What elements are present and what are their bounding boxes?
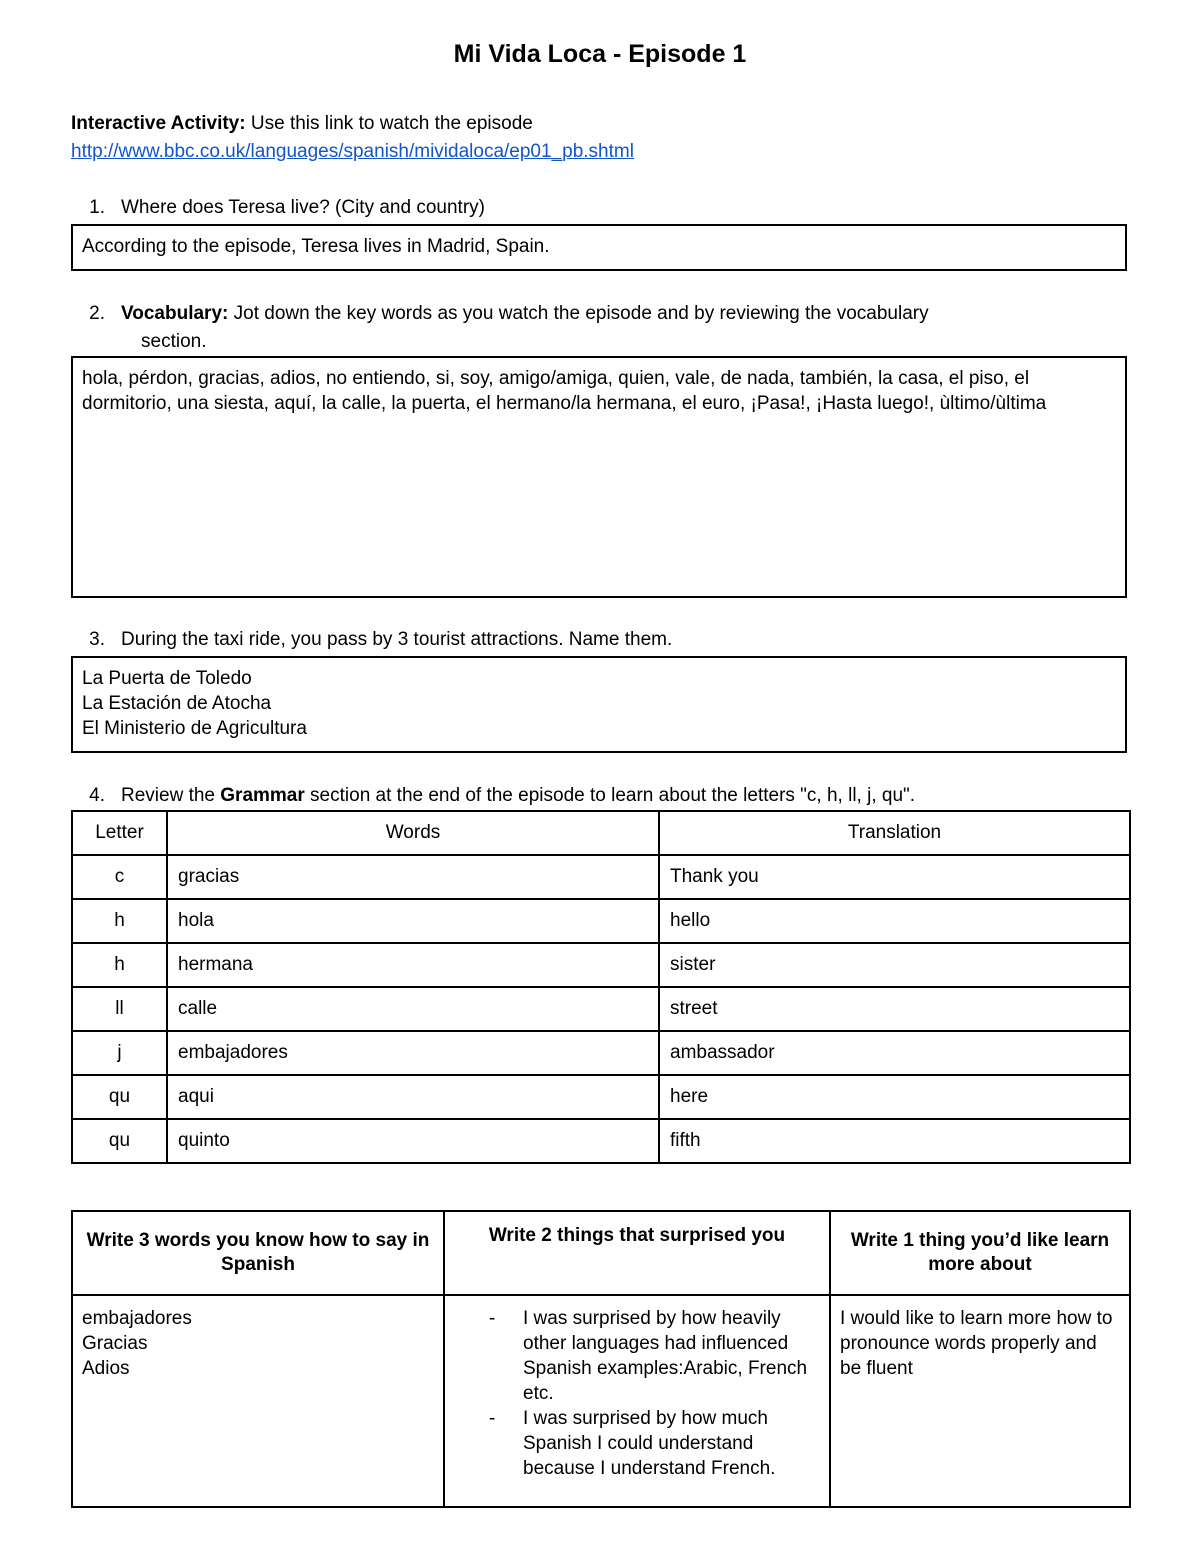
table-row xyxy=(72,1031,1130,1075)
header-translation: Translation xyxy=(659,811,1130,855)
question-1 xyxy=(71,194,1131,222)
table-row xyxy=(72,1119,1130,1163)
answer-text: According to the episode, Teresa lives in Madrid, Spain. xyxy=(82,236,550,257)
answer-box-3[interactable] xyxy=(71,656,1127,753)
table-row xyxy=(72,1075,1130,1119)
cell-translation[interactable]: Thank you xyxy=(659,855,1130,899)
grammar-table xyxy=(71,810,1131,1164)
question-text: Where does Teresa live? (City and country) xyxy=(121,197,485,218)
question-text: Jot down the key words as you watch the episode and by reviewing the vocabulary xyxy=(228,303,929,324)
cell-translation[interactable]: hello xyxy=(659,899,1130,943)
cell-word[interactable]: hermana xyxy=(167,943,659,987)
intro xyxy=(71,110,634,166)
question-number: 4. xyxy=(89,785,105,806)
question-number: 2. xyxy=(89,303,105,324)
reflection-answer-row xyxy=(72,1295,1130,1507)
reflection-header-row xyxy=(72,1211,1130,1295)
table-row xyxy=(72,899,1130,943)
vocabulary-label: Vocabulary: xyxy=(121,303,229,324)
learn-more-text: I would like to learn more how to pronounce words properly and be fluent xyxy=(840,1308,1113,1379)
cell-letter[interactable]: h xyxy=(72,899,167,943)
cell-letter[interactable]: c xyxy=(72,855,167,899)
cell-translation[interactable]: ambassador xyxy=(659,1031,1130,1075)
surprises-cell[interactable] xyxy=(444,1295,830,1507)
answer-box-1[interactable] xyxy=(71,224,1127,271)
cell-translation[interactable]: here xyxy=(659,1075,1130,1119)
cell-word[interactable]: quinto xyxy=(167,1119,659,1163)
cell-letter[interactable]: h xyxy=(72,943,167,987)
question-text-post: section at the end of the episode to learn about the letters "c, h, ll, j, qu". xyxy=(304,785,916,806)
cell-letter[interactable]: qu xyxy=(72,1119,167,1163)
cell-word[interactable]: gracias xyxy=(167,855,659,899)
question-3 xyxy=(71,626,1131,654)
grammar-label: Grammar xyxy=(220,785,305,806)
intro-label: Interactive Activity: xyxy=(71,113,246,134)
cell-letter[interactable]: qu xyxy=(72,1075,167,1119)
intro-text: Use this link to watch the episode xyxy=(245,113,533,134)
table-row xyxy=(72,987,1130,1031)
cell-word[interactable]: calle xyxy=(167,987,659,1031)
header-two-surprises: Write 2 things that surprised you xyxy=(444,1211,830,1295)
surprise-item: - I was surprised by how heavily other languages had influenced Spanish examples:Arabic, French etc. xyxy=(445,1306,819,1406)
page-title: Mi Vida Loca - Episode 1 xyxy=(453,40,747,68)
question-text-pre: Review the xyxy=(121,785,221,806)
cell-letter[interactable]: ll xyxy=(72,987,167,1031)
question-4 xyxy=(71,782,1131,810)
surprise-item: - I was surprised by how much Spanish I could understand because I understand French. xyxy=(445,1406,819,1481)
table-header-row xyxy=(72,811,1130,855)
table-row xyxy=(72,855,1130,899)
learn-more-cell[interactable] xyxy=(830,1295,1130,1507)
question-text-cont: section. xyxy=(141,331,207,352)
cell-translation[interactable]: sister xyxy=(659,943,1130,987)
header-letter: Letter xyxy=(72,811,167,855)
question-number: 3. xyxy=(89,629,105,650)
question-text: During the taxi ride, you pass by 3 tourist attractions. Name them. xyxy=(121,629,673,650)
table-row xyxy=(72,943,1130,987)
reflection-table xyxy=(71,1210,1131,1508)
cell-word[interactable]: aqui xyxy=(167,1075,659,1119)
three-words-cell[interactable] xyxy=(72,1295,444,1507)
vocabulary-answer: hola, pérdon, gracias, adios, no entiendo, si, soy, amigo/amiga, quien, vale, de nada, también, la casa, el piso, el dormitorio, una siesta, aquí, la calle, la puerta, el hermano/la hermana, el euro, ¡Pasa!, ¡Hasta luego!, ùltimo/ùltima xyxy=(82,368,1047,414)
header-one-thing: Write 1 thing you’d like learn more about xyxy=(830,1211,1130,1295)
header-words: Words xyxy=(167,811,659,855)
attraction-item: La Puerta de Toledo xyxy=(82,668,252,689)
word-item: Adios xyxy=(82,1358,130,1379)
question-number: 1. xyxy=(89,197,105,218)
attraction-item: La Estación de Atocha xyxy=(82,693,272,714)
cell-translation[interactable]: street xyxy=(659,987,1130,1031)
header-three-words: Write 3 words you know how to say in Spanish xyxy=(72,1211,444,1295)
attraction-item: El Ministerio de Agricultura xyxy=(82,718,307,739)
word-item: embajadores xyxy=(82,1308,192,1329)
question-2 xyxy=(71,300,1131,356)
cell-word[interactable]: embajadores xyxy=(167,1031,659,1075)
cell-word[interactable]: hola xyxy=(167,899,659,943)
episode-link[interactable]: http://www.bbc.co.uk/languages/spanish/mividaloca/ep01_pb.shtml xyxy=(71,141,634,162)
word-item: Gracias xyxy=(82,1333,148,1354)
answer-box-2[interactable] xyxy=(71,356,1127,598)
cell-letter[interactable]: j xyxy=(72,1031,167,1075)
surprises-list xyxy=(445,1306,819,1481)
cell-translation[interactable]: fifth xyxy=(659,1119,1130,1163)
